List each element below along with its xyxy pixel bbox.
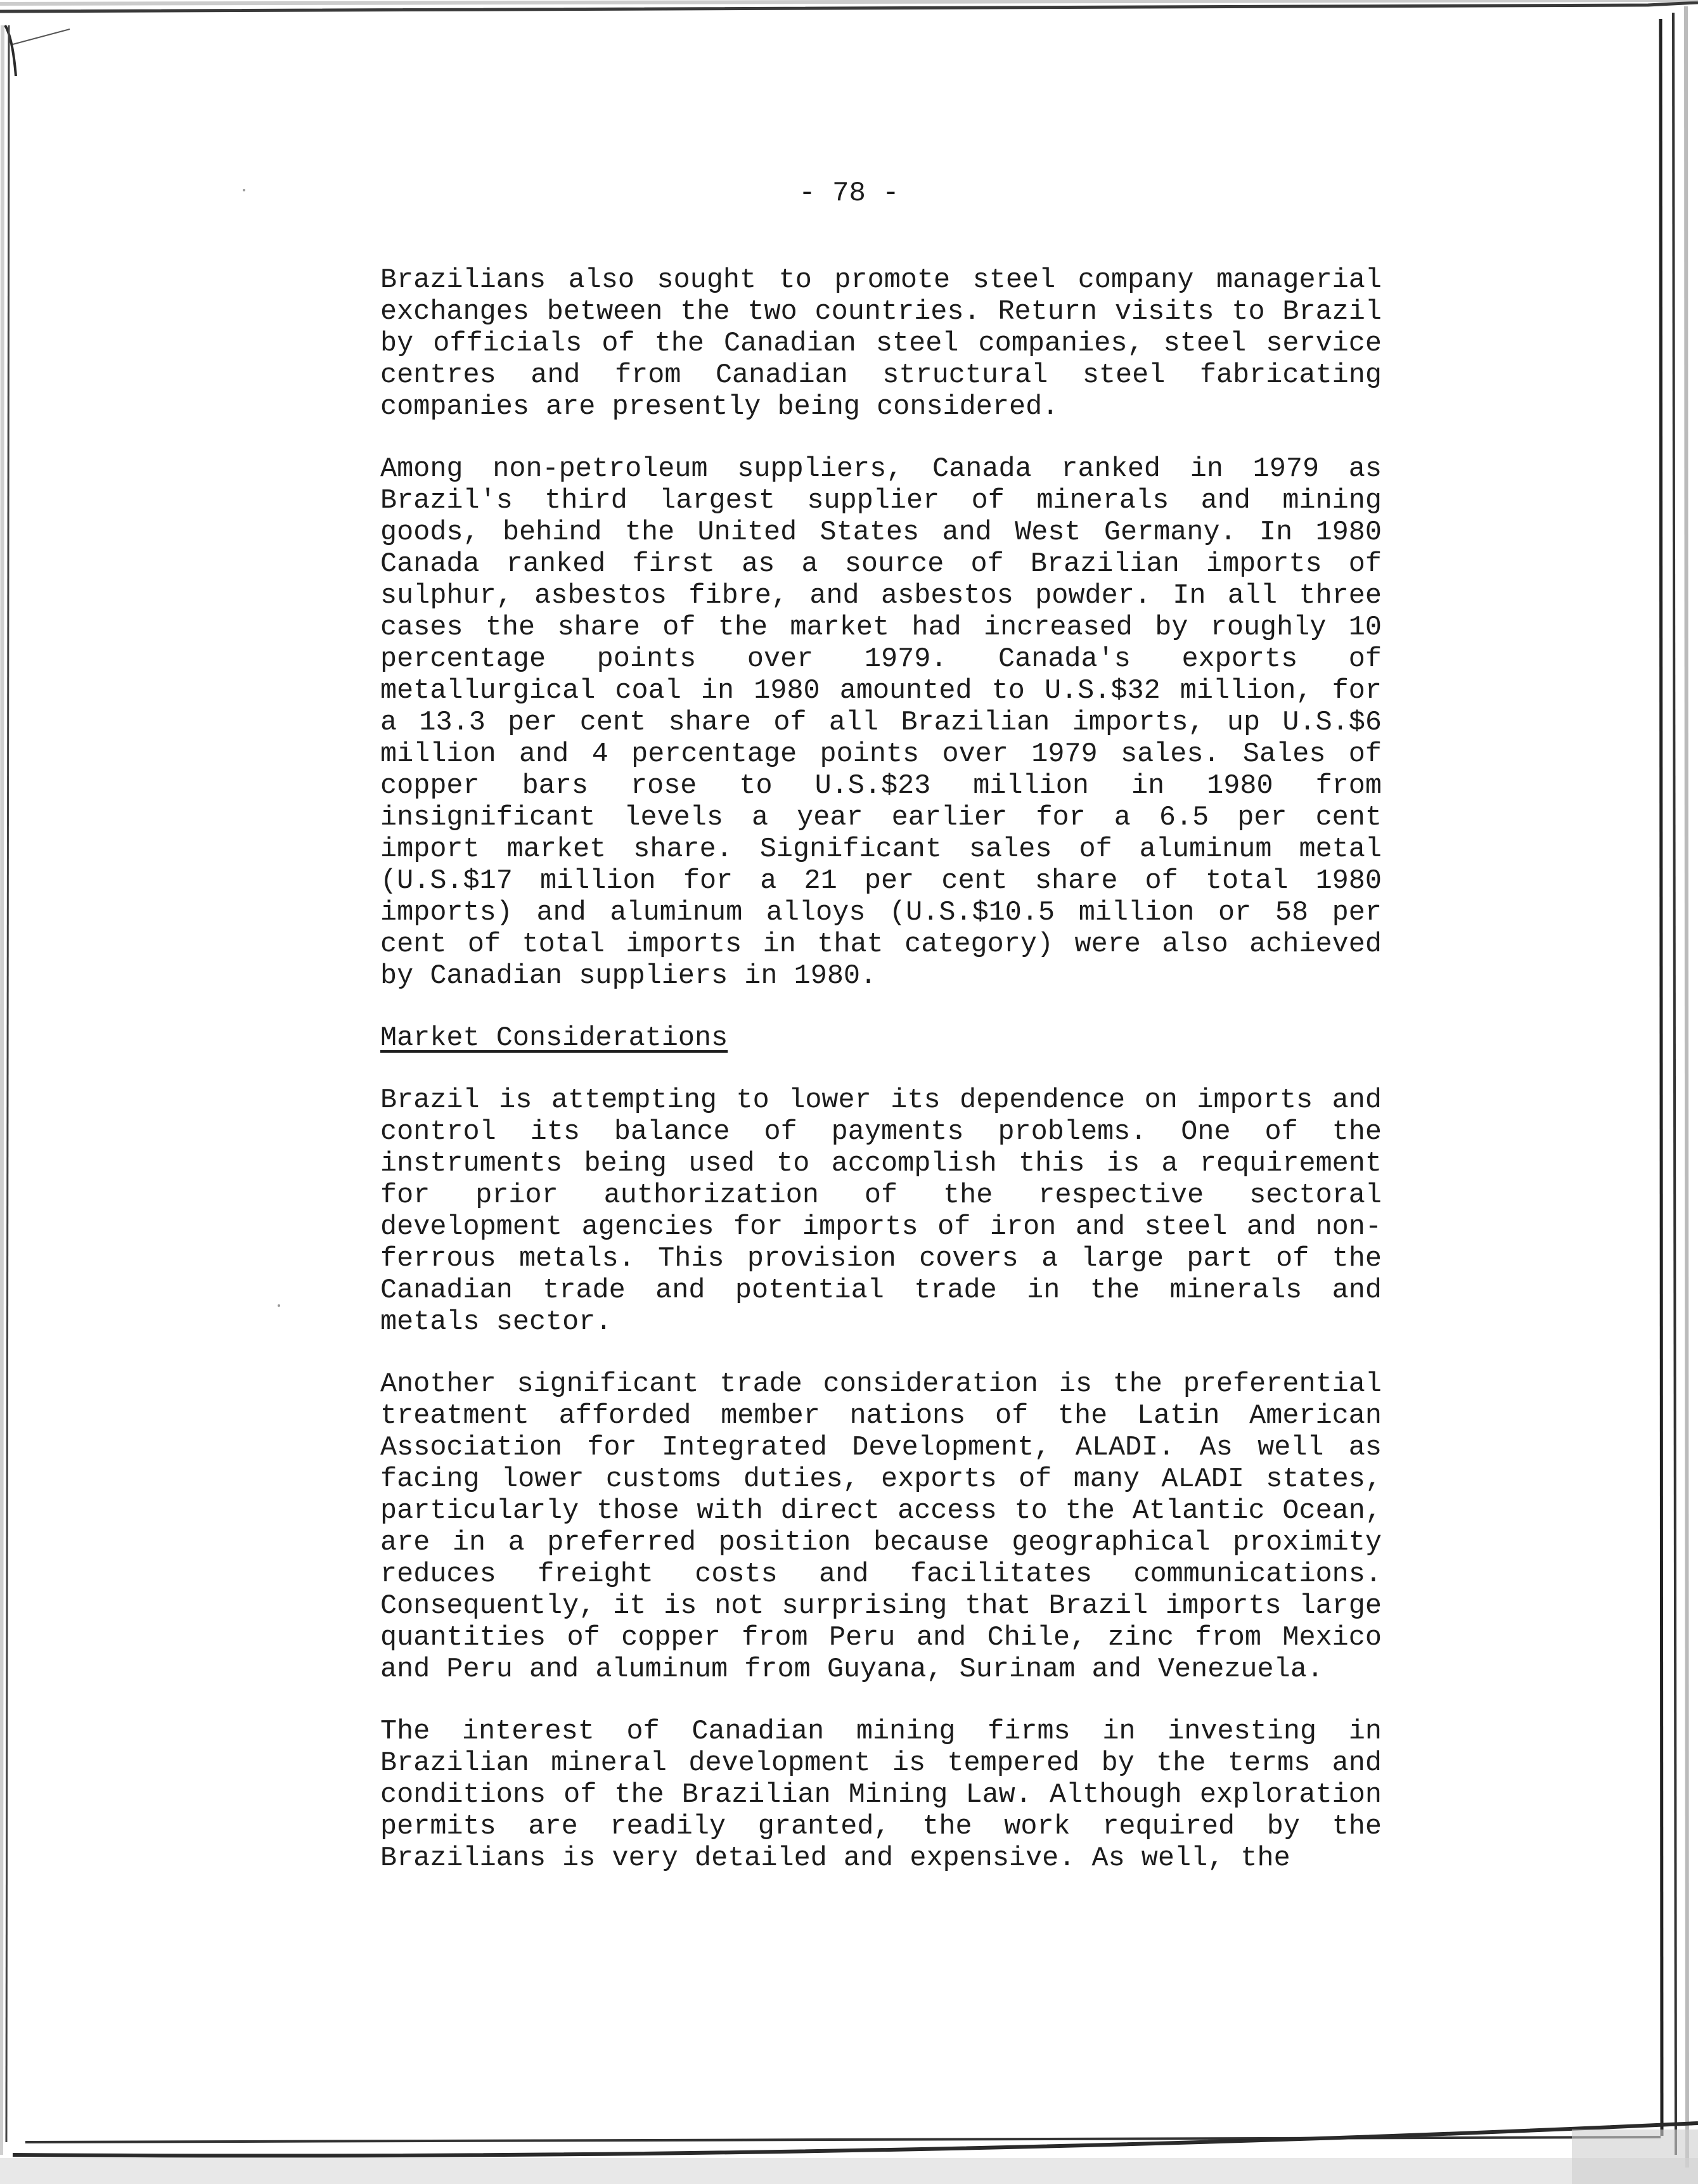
- paragraph-canada-supplier-ranking: Among non-petroleum suppliers, Canada ranked in 1979 as Brazil's third largest supplier of minerals and mining goods, behind the United States and West Germany. In 1980 Canada ranked first as a source of Brazilian imports of sulphur, asbestos fibre, and asbestos powder. In all three cases the share of the market had increased by roughly 10 percentage points over 1979. Canada's exports of metallurgical coal in 1980 amounted to U.S.$32 million, for a 13.3 per cent share of all Brazilian imports, up U.S.$6 million and 4 percentage points over 1979 sales. Sales of copper bars rose to U.S.$23 million in 1980 from insignificant levels a year earlier for a 6.5 per cent import market share. Significant sales of aluminum metal (U.S.$17 million for a 21 per cent share of total 1980 imports) and aluminum alloys (U.S.$10.5 million or 58 per cent of total imports in that category) were also achieved by Canadian suppliers in 1980.: [380, 454, 1382, 992]
- document-body: [380, 265, 1382, 1905]
- page-number: - 78 -: [799, 177, 899, 209]
- paragraph-aladi-preferential: Another significant trade consideration is the preferential treatment afforded member nations of the Latin American Association for Integrated Development, ALADI. As well as facing lower customs duties, exports of many ALADI states, particularly those with direct access to the Atlantic Ocean, are in a preferred position because geographical proximity reduces freight costs and facilitates communications. Consequently, it is not surprising that Brazil imports large quantities of copper from Peru and Chile, zinc from Mexico and Peru and aluminum from Guyana, Surinam and Venezuela.: [380, 1369, 1382, 1685]
- paragraph-steel-exchanges: Brazilians also sought to promote steel company managerial exchanges between the two countries. Return visits to Brazil by officials of the Canadian steel companies, steel service centres and from Canadian structural steel fabricating companies are presently being considered.: [380, 265, 1382, 423]
- paragraph-import-dependence: Brazil is attempting to lower its dependence on imports and control its balance of payments problems. One of the instruments being used to accomplish this is a requirement for prior authorization of the respective sectoral development agencies for imports of iron and steel and non-ferrous metals. This provision covers a large part of the Canadian trade and potential trade in the minerals and metals sector.: [380, 1085, 1382, 1338]
- section-heading: Market Considerations: [380, 1023, 728, 1054]
- paragraph-mining-law: The interest of Canadian mining firms in investing in Brazilian mineral development is tempered by the terms and conditions of the Brazilian Mining Law. Although exploration permits are readily granted, the work required by the Brazilians is very detailed and expensive. As well, the: [380, 1716, 1382, 1874]
